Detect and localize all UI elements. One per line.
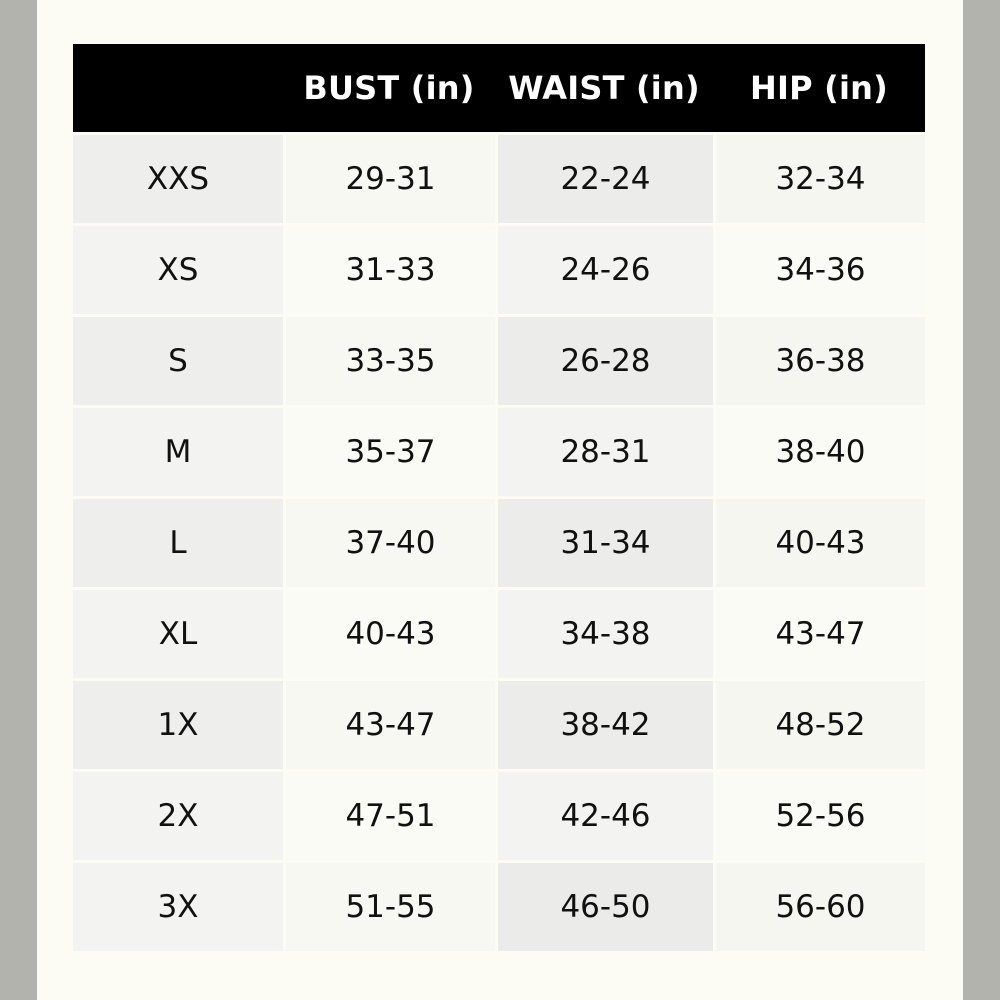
hip-cell: 36-38 — [713, 314, 925, 405]
header-bust: BUST (in) — [283, 44, 495, 132]
size-cell: XL — [73, 587, 283, 678]
waist-cell: 24-26 — [495, 223, 713, 314]
waist-cell: 22-24 — [495, 132, 713, 223]
header-row — [73, 44, 925, 132]
bust-cell: 43-47 — [283, 678, 495, 769]
bust-cell: 29-31 — [283, 132, 495, 223]
table-row — [73, 860, 925, 951]
table-row — [73, 769, 925, 860]
waist-cell: 34-38 — [495, 587, 713, 678]
size-cell: L — [73, 496, 283, 587]
waist-cell: 28-31 — [495, 405, 713, 496]
size-cell: XXS — [73, 132, 283, 223]
waist-cell: 31-34 — [495, 496, 713, 587]
table-row — [73, 314, 925, 405]
bust-cell: 40-43 — [283, 587, 495, 678]
hip-cell: 48-52 — [713, 678, 925, 769]
waist-cell: 38-42 — [495, 678, 713, 769]
hip-cell: 34-36 — [713, 223, 925, 314]
bust-cell: 35-37 — [283, 405, 495, 496]
size-cell: 1X — [73, 678, 283, 769]
waist-cell: 42-46 — [495, 769, 713, 860]
header-size — [73, 44, 283, 132]
table-body — [73, 132, 925, 951]
bust-cell: 31-33 — [283, 223, 495, 314]
size-cell: XS — [73, 223, 283, 314]
hip-cell: 40-43 — [713, 496, 925, 587]
size-cell: S — [73, 314, 283, 405]
header-waist: WAIST (in) — [495, 44, 713, 132]
table-row — [73, 587, 925, 678]
size-cell: 3X — [73, 860, 283, 951]
size-chart-table — [73, 44, 925, 951]
table-row — [73, 405, 925, 496]
hip-cell: 56-60 — [713, 860, 925, 951]
table-header — [73, 44, 925, 132]
bust-cell: 47-51 — [283, 769, 495, 860]
hip-cell: 38-40 — [713, 405, 925, 496]
hip-cell: 52-56 — [713, 769, 925, 860]
hip-cell: 32-34 — [713, 132, 925, 223]
size-cell: M — [73, 405, 283, 496]
bust-cell: 33-35 — [283, 314, 495, 405]
table-row — [73, 678, 925, 769]
size-chart-sheet — [37, 0, 963, 1000]
hip-cell: 43-47 — [713, 587, 925, 678]
bust-cell: 51-55 — [283, 860, 495, 951]
header-hip: HIP (in) — [713, 44, 925, 132]
waist-cell: 26-28 — [495, 314, 713, 405]
table-row — [73, 223, 925, 314]
waist-cell: 46-50 — [495, 860, 713, 951]
table-row — [73, 132, 925, 223]
bust-cell: 37-40 — [283, 496, 495, 587]
size-cell: 2X — [73, 769, 283, 860]
table-row — [73, 496, 925, 587]
